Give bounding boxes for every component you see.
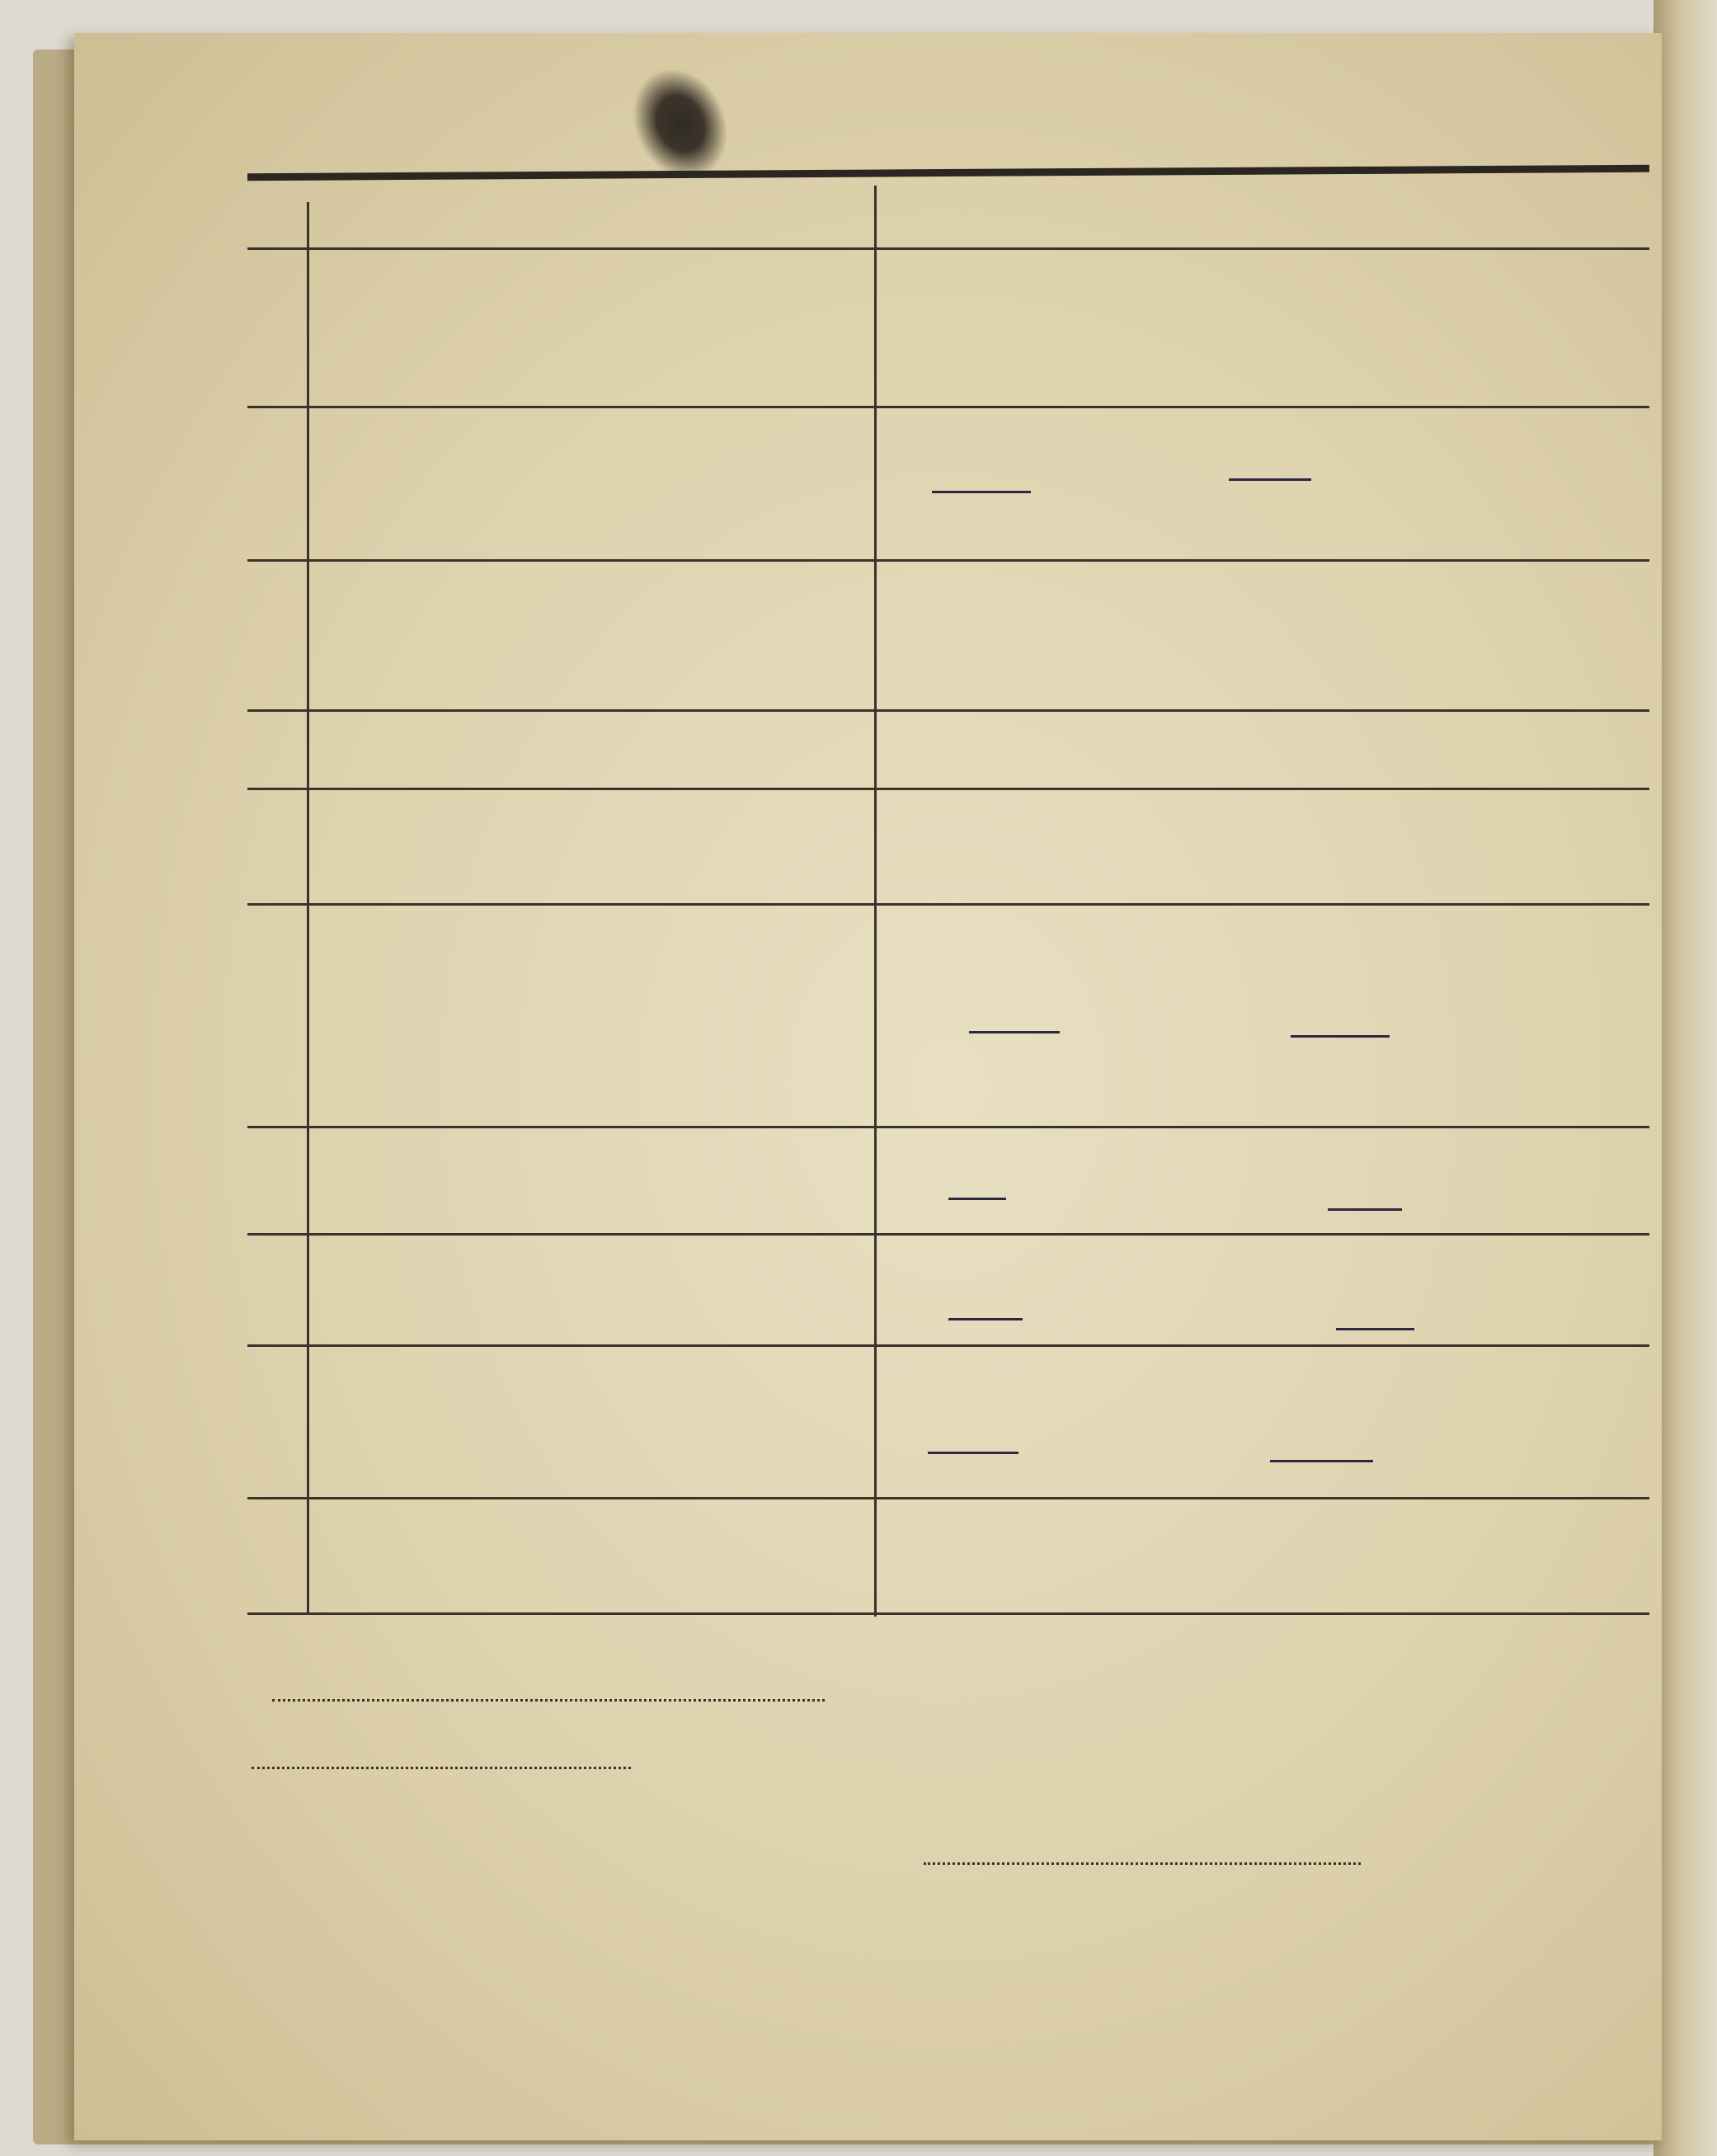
answer-dash <box>1291 1035 1390 1038</box>
grid-line <box>247 903 1649 906</box>
signature-line <box>924 1862 1361 1865</box>
handwritten-answer <box>899 808 1649 899</box>
grid-line <box>247 1612 1649 1615</box>
answer-dash <box>932 491 1031 493</box>
grid-line <box>247 788 1649 790</box>
grid-line <box>307 202 309 1612</box>
question-text <box>338 280 866 404</box>
grid-line <box>247 406 1649 408</box>
grid-line <box>247 1344 1649 1347</box>
date-line <box>252 1767 631 1769</box>
question-text <box>338 1382 866 1493</box>
grid-line <box>247 559 1649 562</box>
grid-line <box>874 186 877 1617</box>
grid-line <box>247 1497 1649 1499</box>
answer-dash <box>1270 1460 1373 1462</box>
answer-dash <box>928 1452 1018 1454</box>
answer-dash <box>1336 1328 1414 1330</box>
answer-dash <box>1229 478 1311 481</box>
question-text <box>338 734 866 784</box>
grid-line <box>247 1233 1649 1236</box>
answer-dash <box>948 1198 1006 1200</box>
question-text <box>338 1530 866 1608</box>
answer-dash <box>969 1031 1060 1033</box>
grid-line <box>247 247 1649 250</box>
document-page <box>74 33 1662 2140</box>
question-text <box>338 1269 866 1343</box>
answer-dash <box>1328 1208 1402 1211</box>
question-text <box>338 437 866 553</box>
answer-dash <box>948 1318 1023 1320</box>
grid-line <box>247 709 1649 712</box>
question-text <box>338 821 866 895</box>
handwritten-answer <box>899 569 1625 693</box>
city-line <box>272 1699 825 1702</box>
question-text <box>338 584 866 708</box>
question-text <box>338 930 866 1120</box>
book-edge <box>1653 0 1717 2156</box>
question-text <box>338 1155 866 1229</box>
grid-line <box>247 1126 1649 1128</box>
